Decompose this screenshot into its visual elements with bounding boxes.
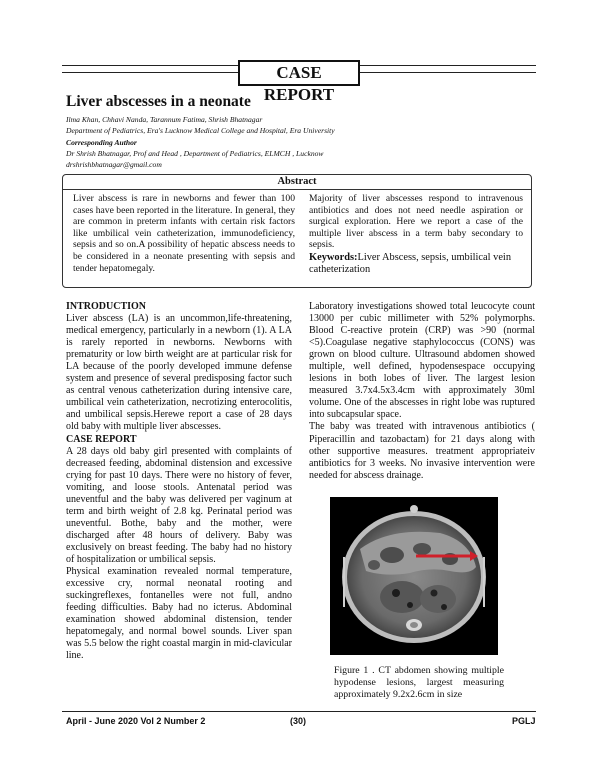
article-title: Liver abscesses in a neonate bbox=[66, 93, 251, 110]
ct-scan-image bbox=[330, 497, 498, 655]
case-heading: CASE REPORT bbox=[66, 433, 137, 445]
body-left-column bbox=[66, 301, 292, 662]
corresponding-label: Corresponding Author bbox=[66, 138, 137, 147]
abstract-keywords bbox=[309, 252, 523, 275]
corresponding-email: drshrishbhatnagar@gmail.com bbox=[66, 160, 162, 169]
abstract-heading: Abstract bbox=[63, 175, 531, 190]
article-affiliation: Department of Pediatrics, Era's Lucknow Medical College and Hospital, Era University bbox=[66, 126, 335, 135]
ct-abdomen-figure bbox=[330, 497, 498, 655]
body-right-column bbox=[309, 301, 535, 482]
footer-page: (30) bbox=[290, 716, 307, 726]
keywords-label: Keywords: bbox=[309, 251, 358, 263]
corresponding-detail: Dr Shrish Bhatnagar, Prof and Head , Department of Pediatrics, ELMCH , Lucknow bbox=[66, 149, 324, 158]
intro-heading: INTRODUCTION bbox=[66, 301, 147, 312]
abstract-left: Liver abscess is rare in newborns and fewer than 100 cases have been reported in the literature. In general, they are common in preterm infants with certain risk factors like umbilical vein catheterization, immunodeficiency, sepsis and so on.A possibility of hepatic abscess needs to be considered in a neonate presenting with sepsis and tender hepatomegaly. bbox=[73, 193, 295, 274]
right-text-1: Laboratory investigations showed total leucocyte count 13000 per cubic millimeter with 52% polymorphs. Blood C-reactive protein (CRP) was >90 (normal <5).Coagulase negative staphylococcus (CONS) was grown on blood culture. Ultrasound abdomen showed multiple, well defined, hypodensespace occupying lesions in both lobes of liver. The largest lesion measured 3.7x4.5x3.4cm with approximately 30ml volume. One of the abscesses in right lobe was ruptured into subcapsular space. bbox=[309, 301, 535, 421]
section-label: CASE REPORT bbox=[238, 60, 360, 86]
case-text-1: A 28 days old baby girl presented with complaints of decreased feeding, abdominal distension and excessive crying for past 10 days. There were no history of fever, vomiting, and loose stools. Antenatal period was uneventful and the baby was delivered per vaginum at term and birth weight of 2.8 kg. Perinatal period was uneventful. Bothe, baby and the mother, were discharged after 48 hours of delivery. Baby was exclusively on breast feeding. The baby had no history of hospitalization or umbilical sepsis. bbox=[66, 445, 292, 565]
abstract-box bbox=[62, 174, 532, 288]
footer-rule bbox=[62, 711, 536, 712]
article-authors: Ilma Khan, Chhavi Nanda, Tarannum Fatima, Shrish Bhatnagar bbox=[66, 115, 263, 124]
right-text-2: The baby was treated with intravenous antibiotics ( Piperacillin and tazobactam) for 21 days along with other supportive measures. treatment appropriateiv antibiotics for 3 weeks. No invasive intervention were needed for abscess drainage. bbox=[309, 421, 535, 481]
case-text-2: Physical examination revealed normal temperature, excessive cry, normal neonatal rooting and suckingreflexes, fontanelles were not full, andno feeding difficulties. Baby had no icterus. Abdominal examination showed abdominal distension, tender hepatomegaly, and normal bowel sounds. Liver span was 5.5 below the right coastal margin in mid-clavicular line. bbox=[66, 566, 292, 662]
abstract-right-text: Majority of liver abscesses respond to intravenous antibiotics and does not need needle aspiration or surgical exploration. Here we report a case of the multiple liver abscess in a term baby secondary to sepsis. bbox=[309, 193, 523, 251]
footer-journal: PGLJ bbox=[512, 716, 536, 726]
keywords-text: Liver Abscess, sepsis, umbilical vein catheterization bbox=[309, 251, 512, 275]
intro-text: Liver abscess (LA) is an uncommon,life-threatening, medical emergency, particularly in a newborn (1). A LA is rarely reported in newborns. Newborns with prematurity or low birth weight are at particular risk for LA because of the poorly developed immune defense system and presence of several predisposing factor such as central venous catheterization during intensive care, umbilical vein catheterization, necrotizing enterocolitis, and umbilical sepsis.Herewe report a case of 28 days old baby with multiple liver abscesses. bbox=[66, 313, 292, 433]
figure-caption: Figure 1 . CT abdomen showing multiple hypodense lesions, largest measuring approximately 9.2x2.6cm in size bbox=[334, 665, 504, 700]
abstract-right bbox=[309, 193, 523, 275]
footer-issue: April - June 2020 Vol 2 Number 2 bbox=[66, 716, 206, 726]
